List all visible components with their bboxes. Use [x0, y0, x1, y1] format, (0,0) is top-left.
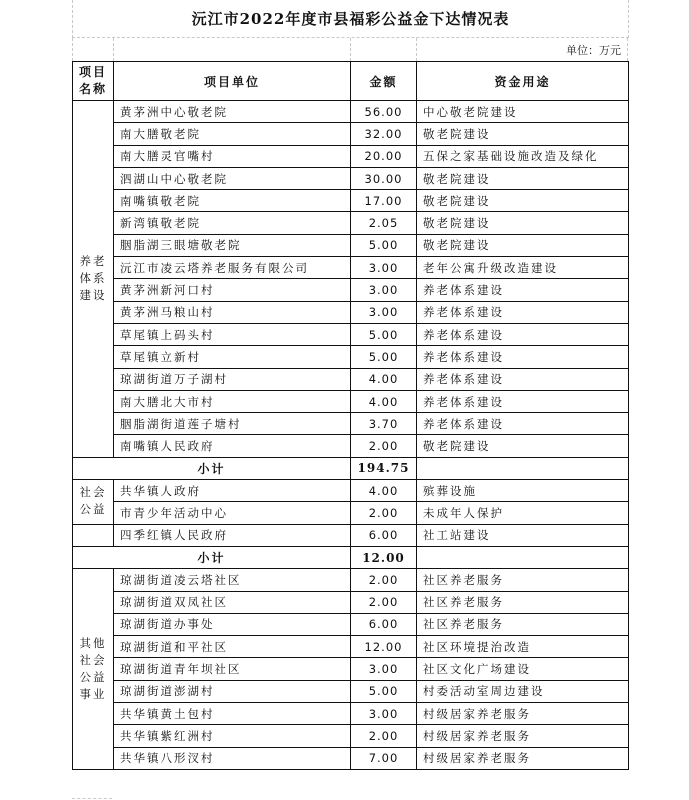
- unit-cell: 南嘴镇人民政府: [114, 435, 351, 457]
- unit-cell: 南嘴镇敬老院: [114, 190, 351, 212]
- unit-cell: 共华镇人政府: [114, 480, 351, 502]
- unit-cell: 胭脂湖三眼塘敬老院: [114, 234, 351, 256]
- table-row: [73, 613, 629, 635]
- amount-cell: 4.00: [351, 368, 417, 390]
- gridline: [416, 38, 417, 61]
- document-title: 沅江市2022年度市县福彩公益金下达情况表: [72, 0, 629, 38]
- table-row: [73, 101, 629, 123]
- table-row: [73, 123, 629, 145]
- unit-cell: 南大膳敬老院: [114, 123, 351, 145]
- purpose-cell: 社区养老服务: [417, 613, 629, 635]
- table-row: [73, 480, 629, 502]
- table-row: [73, 301, 629, 323]
- gridline: [627, 38, 628, 61]
- category-cell-empty: [73, 524, 114, 546]
- purpose-cell: 殡葬设施: [417, 480, 629, 502]
- table-row: [73, 257, 629, 279]
- amount-cell: 5.00: [351, 234, 417, 256]
- amount-cell: 3.00: [351, 703, 417, 725]
- unit-cell: 共华镇八形汊村: [114, 747, 351, 769]
- amount-cell: 5.00: [351, 680, 417, 702]
- purpose-cell: 敬老院建设: [417, 123, 629, 145]
- subtotal-purpose-empty: [417, 546, 629, 568]
- amount-cell: 3.00: [351, 279, 417, 301]
- subtotal-label: 小计: [73, 457, 351, 479]
- purpose-cell: 中心敬老院建设: [417, 101, 629, 123]
- table-row: [73, 190, 629, 212]
- purpose-cell: 养老体系建设: [417, 346, 629, 368]
- unit-row: [72, 38, 627, 61]
- purpose-cell: 未成年人保护: [417, 502, 629, 524]
- subtotal-row: [73, 546, 629, 568]
- gridline: [113, 38, 114, 61]
- amount-cell: 7.00: [351, 747, 417, 769]
- purpose-cell: 养老体系建设: [417, 279, 629, 301]
- amount-cell: 2.00: [351, 725, 417, 747]
- unit-cell: 南大膳北大市村: [114, 390, 351, 412]
- header-purpose: 资金用途: [417, 62, 629, 101]
- subtotal-purpose-empty: [417, 457, 629, 479]
- unit-cell: 共华镇黄土包村: [114, 703, 351, 725]
- table-row: [73, 368, 629, 390]
- unit-cell: 草尾镇上码头村: [114, 323, 351, 345]
- amount-cell: 5.00: [351, 323, 417, 345]
- purpose-cell: 养老体系建设: [417, 390, 629, 412]
- unit-label: 单位：万元: [566, 44, 621, 57]
- subtotal-row: [73, 457, 629, 479]
- table-row: [73, 524, 629, 546]
- amount-cell: 32.00: [351, 123, 417, 145]
- unit-cell: 胭脂湖街道莲子塘村: [114, 413, 351, 435]
- purpose-cell: 社区文化广场建设: [417, 658, 629, 680]
- purpose-cell: 社区环境提治改造: [417, 636, 629, 658]
- table-row: [73, 323, 629, 345]
- amount-cell: 2.00: [351, 591, 417, 613]
- unit-cell: 南大膳灵官嘴村: [114, 145, 351, 167]
- category-cell: 其他社会公益事业: [73, 569, 114, 770]
- table-row: [73, 413, 629, 435]
- amount-cell: 2.00: [351, 569, 417, 591]
- purpose-cell: 敬老院建设: [417, 190, 629, 212]
- amount-cell: 30.00: [351, 167, 417, 189]
- unit-cell: 市青少年活动中心: [114, 502, 351, 524]
- table-row: [73, 435, 629, 457]
- purpose-cell: 社工站建设: [417, 524, 629, 546]
- table-row: [73, 569, 629, 591]
- amount-cell: 5.00: [351, 346, 417, 368]
- unit-cell: 琼湖街道和平社区: [114, 636, 351, 658]
- table-row: [73, 591, 629, 613]
- amount-cell: 2.00: [351, 435, 417, 457]
- purpose-cell: 老年公寓升级改造建设: [417, 257, 629, 279]
- table-row: [73, 346, 629, 368]
- amount-cell: 4.00: [351, 480, 417, 502]
- amount-cell: 2.00: [351, 502, 417, 524]
- amount-cell: 17.00: [351, 190, 417, 212]
- table-row: [73, 703, 629, 725]
- unit-cell: 琼湖街道凌云塔社区: [114, 569, 351, 591]
- purpose-cell: 村级居家养老服务: [417, 725, 629, 747]
- purpose-cell: 养老体系建设: [417, 323, 629, 345]
- table-row: [73, 680, 629, 702]
- gridline: [350, 38, 351, 61]
- amount-cell: 3.70: [351, 413, 417, 435]
- purpose-cell: 村级居家养老服务: [417, 747, 629, 769]
- amount-cell: 4.00: [351, 390, 417, 412]
- header-unit: 项目单位: [114, 62, 351, 101]
- purpose-cell: 村委活动室周边建设: [417, 680, 629, 702]
- header-row: [73, 62, 629, 101]
- amount-cell: 3.00: [351, 658, 417, 680]
- table-row: [73, 145, 629, 167]
- amount-cell: 6.00: [351, 613, 417, 635]
- purpose-cell: 敬老院建设: [417, 167, 629, 189]
- header-category: 项目名称: [73, 62, 114, 101]
- table-row: [73, 279, 629, 301]
- purpose-cell: 敬老院建设: [417, 212, 629, 234]
- amount-cell: 2.05: [351, 212, 417, 234]
- amount-cell: 6.00: [351, 524, 417, 546]
- category-cell: 社会公益: [73, 480, 114, 525]
- gridline: [72, 38, 73, 61]
- unit-cell: 新湾镇敬老院: [114, 212, 351, 234]
- amount-cell: 3.00: [351, 301, 417, 323]
- unit-cell: 琼湖街道万子湖村: [114, 368, 351, 390]
- table-row: [73, 658, 629, 680]
- gridline: [72, 798, 112, 799]
- table-row: [73, 167, 629, 189]
- unit-cell: 沅江市凌云塔养老服务有限公司: [114, 257, 351, 279]
- amount-cell: 56.00: [351, 101, 417, 123]
- unit-cell: 琼湖街道澎湖村: [114, 680, 351, 702]
- table-row: [73, 747, 629, 769]
- unit-cell: 共华镇紫红洲村: [114, 725, 351, 747]
- purpose-cell: 养老体系建设: [417, 413, 629, 435]
- subtotal-amount: 12.00: [351, 546, 417, 568]
- table-row: [73, 234, 629, 256]
- unit-cell: 草尾镇立新村: [114, 346, 351, 368]
- purpose-cell: 社区养老服务: [417, 591, 629, 613]
- purpose-cell: 五保之家基础设施改造及绿化: [417, 145, 629, 167]
- purpose-cell: 养老体系建设: [417, 368, 629, 390]
- unit-cell: 泗湖山中心敬老院: [114, 167, 351, 189]
- category-cell: 养老体系建设: [73, 101, 114, 458]
- unit-cell: 黄茅洲中心敬老院: [114, 101, 351, 123]
- unit-cell: 琼湖街道双凤社区: [114, 591, 351, 613]
- unit-cell: 四季红镇人民政府: [114, 524, 351, 546]
- table-row: [73, 390, 629, 412]
- unit-cell: 黄茅洲马粮山村: [114, 301, 351, 323]
- header-amount: 金额: [351, 62, 417, 101]
- subtotal-amount: 194.75: [351, 457, 417, 479]
- table-row: [73, 502, 629, 524]
- purpose-cell: 村级居家养老服务: [417, 703, 629, 725]
- amount-cell: 12.00: [351, 636, 417, 658]
- funding-table: [72, 61, 629, 770]
- table-row: [73, 725, 629, 747]
- amount-cell: 3.00: [351, 257, 417, 279]
- purpose-cell: 敬老院建设: [417, 234, 629, 256]
- amount-cell: 20.00: [351, 145, 417, 167]
- table-row: [73, 636, 629, 658]
- unit-cell: 琼湖街道青年坝社区: [114, 658, 351, 680]
- purpose-cell: 社区养老服务: [417, 569, 629, 591]
- subtotal-label: 小计: [73, 546, 351, 568]
- unit-cell: 琼湖街道办事处: [114, 613, 351, 635]
- purpose-cell: 养老体系建设: [417, 301, 629, 323]
- unit-cell: 黄茅洲新河口村: [114, 279, 351, 301]
- table-row: [73, 212, 629, 234]
- purpose-cell: 敬老院建设: [417, 435, 629, 457]
